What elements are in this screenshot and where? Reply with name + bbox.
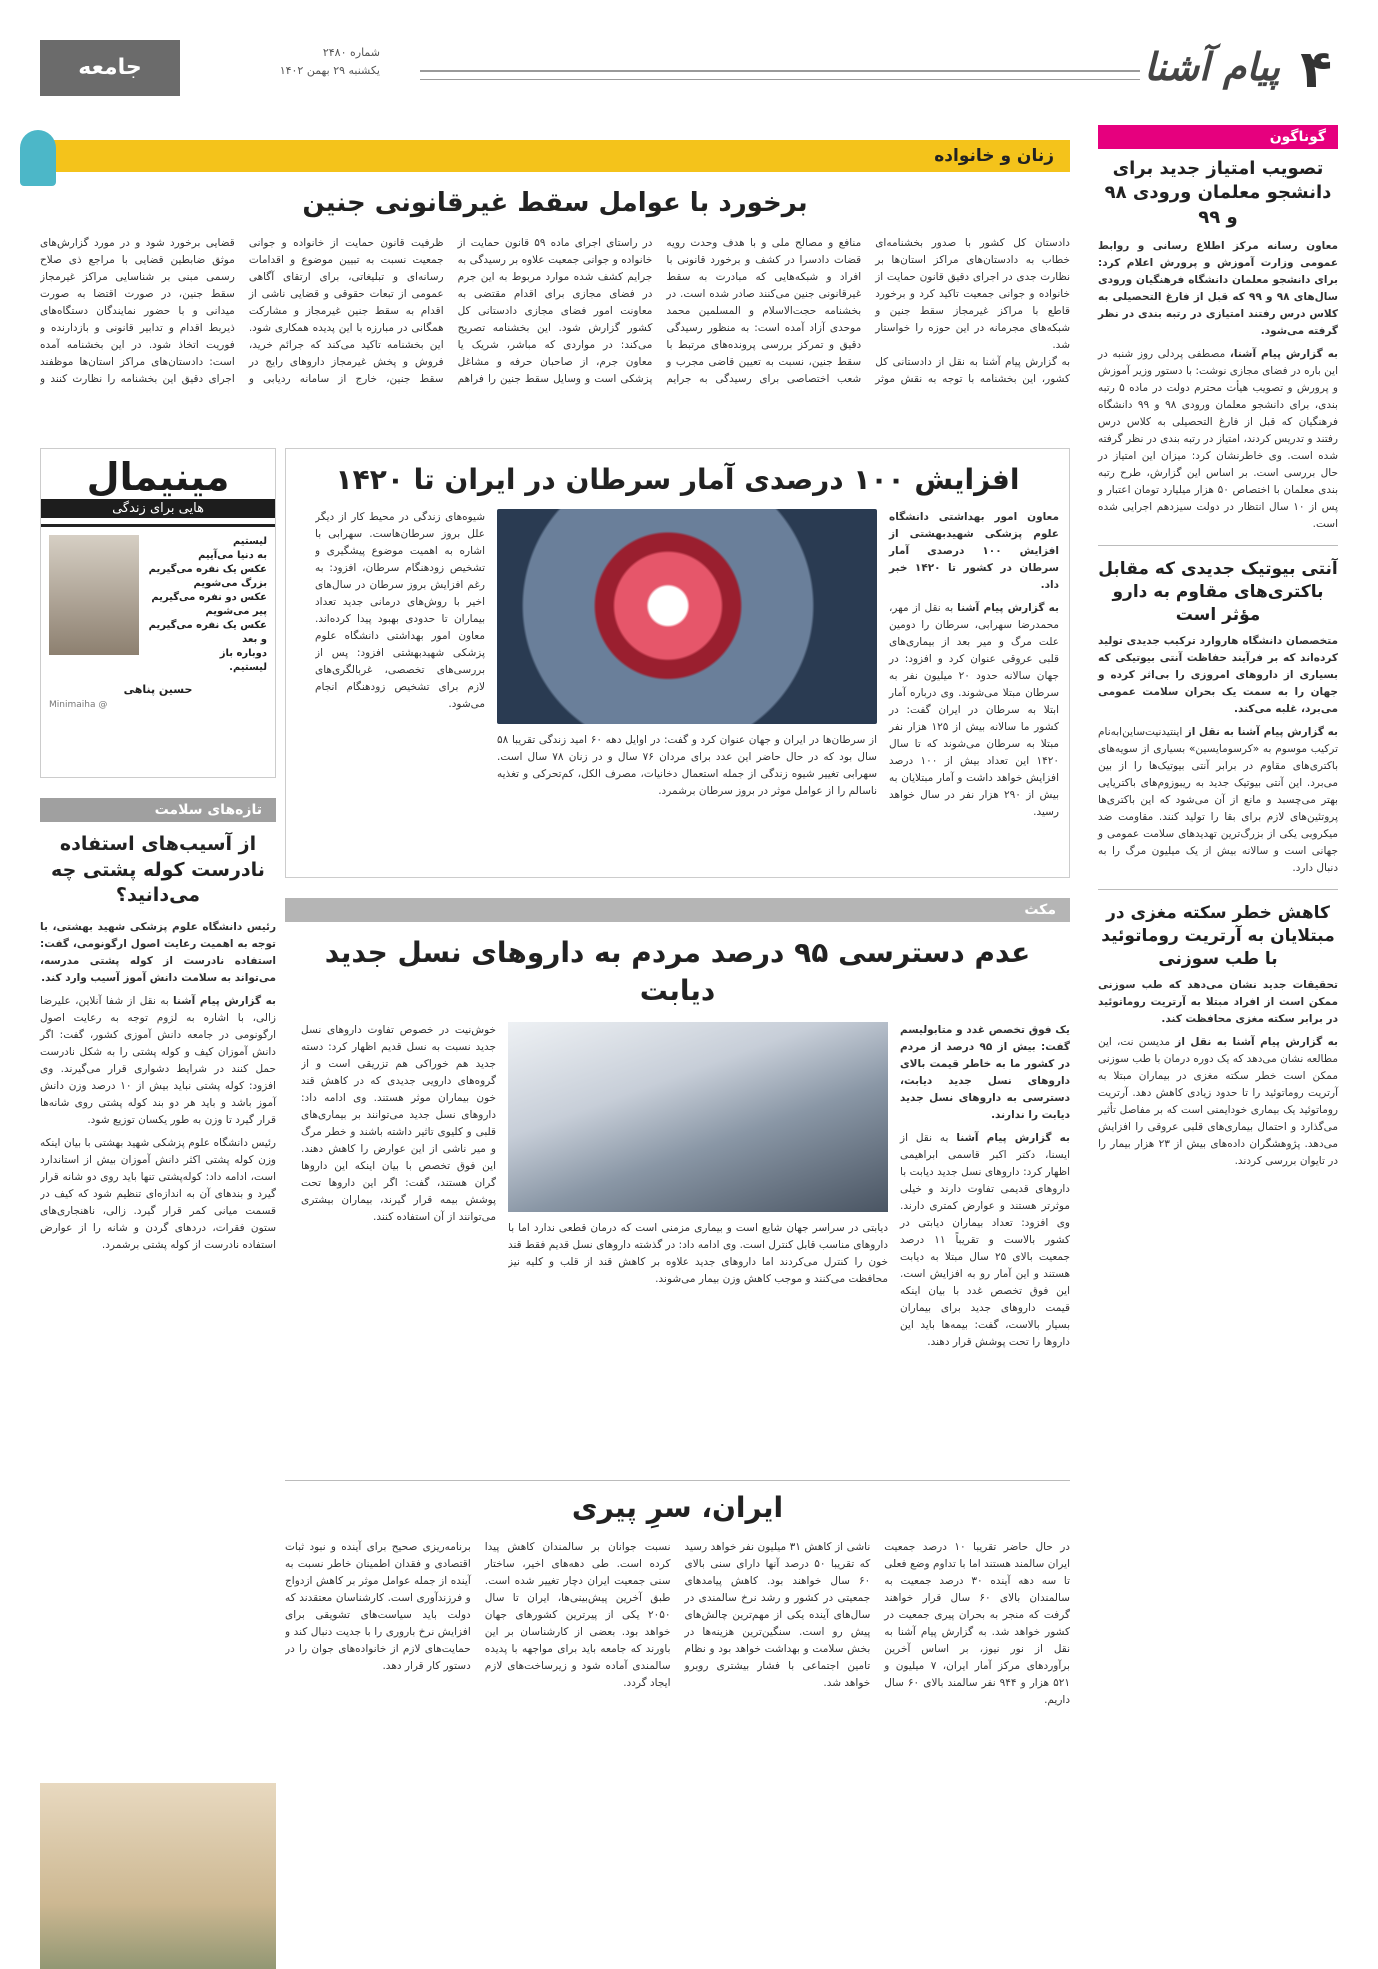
diabetes-article <box>285 898 1070 1382</box>
cancer-intro: معاون امور بهداشتی دانشگاه علوم پزشکی شهیدبهشتی از افزایش ۱۰۰ درصدی آمار سرطان در کشور تا ۱۴۲۰ خبر داد. <box>889 510 1060 591</box>
ad-header <box>41 449 275 527</box>
issue-info <box>180 44 380 80</box>
issue-date: یکشنبه ۲۹ بهمن ۱۴۰۲ <box>279 64 380 77</box>
newspaper-logo: پیام آشنا <box>1144 44 1280 89</box>
aging-columns <box>285 1539 1070 1939</box>
aging-col: در حال حاضر تقریبا ۱۰ درصد جمعیت ایران سالمند هستند اما با تداوم وضع فعلی تا سه دهه آینده ۳۰ درصد جمعیت به سالمندان بالای ۶۰ سال قرار خواهند گرفت که منجر به بحران پیری جمعیت در کشور خواهد شد. به گزارش پیام آشنا به نقل از نور نیوز، بر اساس آخرین برآوردهای مرکز آمار ایران، ۷ میلیون و ۵۲۱ هزار و ۹۴۴ نفر سالمند بالای ۶۰ سال داریم. <box>884 1540 1070 1706</box>
diabetes-intro: یک فوق تخصص غدد و متابولیسم گفت: بیش از ۹۵ درصد از مردم در کشور ما به خاطر قیمت بالای داروهای نسل جدید دیابت، دسترسی به داروهای نسل جدید دیابت را ندارند. <box>900 1023 1070 1121</box>
article-lead: به گزارش پیام آشنا، <box>1229 347 1338 360</box>
article-text: مصطفی پردلی روز شنبه در این باره در فضای مجازی نوشت: با دستور وزیر آموزش و پرورش و تصویب هیأت محترم دولت در ماده ۵ رتبه بندی، برای دانشجو معلمان ورودی ۹۸ و ۹۹ دانشگاه فرهنگیان که قبل از فارغ التحصیلی به کلاس درس رفتند و تدریس کردند، امتیاز در رتبه بندی در نظر گرفته شده است. وی خاطرنشان کرد: میزان این امتیاز در حال بررسی است. بر اساس این گزارش، طرح رتبه بندی معلمان با اختصاص ۵۰ هزار میلیارد تومان اعتبار و پس از ۱۰ سال انتظار در دولت سیزدهم اجرایی شده است. <box>1098 347 1338 530</box>
right-column <box>1098 125 1338 1170</box>
column-text: به گزارش پیام آشنا به نقل از دادستانی کل کشور، این بخشنامه با توجه به نقش موثر <box>875 356 1070 386</box>
health-continuation <box>40 1480 276 1540</box>
diabetes-text: به نقل از ایسنا، دکتر اکبر قاسمی ابراهیمی اظهار کرد: داروهای نسل جدید دیابت با داروهای قدیمی تفاوت دارند و خیلی موثرتر هستند و عوارض کمتری دارند. وی افزود: تعداد بیماران دیابتی در کشور بالاست و تقریباً ۱۱ درصد جمعیت بالای ۲۵ سال مبتلا به دیابت هستند و این آمار رو به افزایش است. این فوق تخصص غدد با بیان اینکه قیمت داروهای جدید برای بیماران بسیار بالاست، گفت: بیمه‌ها باید این داروها را تحت پوشش قرار دهند. <box>900 1131 1070 1348</box>
cancer-body <box>286 509 1069 869</box>
column-text: دادستان کل کشور با صدور بخشنامه‌ای خطاب به دادستان‌های مراکز استان‌ها بر نظارت جدی در اجرای دقیق قانون حمایت از خانواده و جوانی جمعیت تاکید کرد و برخورد قاطع با مراکز غیرمجاز سقط جنین و شبکه‌های مجرمانه در این حوزه را خواستار شد. <box>875 237 1070 352</box>
health-tab: تازه‌های سلامت <box>40 798 276 822</box>
issue-number: شماره ۲۴۸۰ <box>322 46 380 59</box>
family-section <box>40 140 1070 385</box>
diabetes-center <box>508 1022 888 1382</box>
header-rule <box>420 70 1140 80</box>
aging-col: نسبت جوانان بر سالمندان کاهش پیدا کرده است. طی دهه‌های اخیر، ساختار سنی جمعیت ایران دچار تغییر شده است. طبق آخرین پیش‌بینی‌ها، ایران تا سال ۲۰۵۰ یکی از پیرترین کشورهای جهان خواهد بود. بعضی از کارشناسان بر این باورند که جامعه باید برای مواجهه با پدیده سالمندی آماده شود و زیرساخت‌های لازم ایجاد گردد. <box>484 1540 671 1689</box>
cancer-text: به نقل از مهر، محمدرضا سهرابی، سرطان را دومین علت مرگ و میر بعد از بیماری‌های قلبی عروقی عنوان کرد و افزود: در جهان سالانه حدود ۲۰ میلیون نفر به سرطان مبتلا می‌شوند. وی درباره آمار ابتلا به سرطان در ایران گفت: در کشور ما سالانه بیش از ۱۲۵ هزار نفر مبتلا به سرطان می‌شوند که تا سال ۱۴۲۰ این تعداد بیش از ۱۰۰ درصد افزایش خواهد داشت و آمار مبتلایان به بیش از ۲۹۰ هزار نفر در سال خواهد رسید. <box>889 601 1059 818</box>
divider <box>1098 889 1338 890</box>
aging-col: برنامه‌ریزی صحیح برای آینده و نبود ثبات اقتصادی و فقدان اطمینان خاطر نسبت به آینده از جمله عوامل موثر بر کاهش ازدواج و فرزندآوری است. کارشناسان معتقدند که دولت باید سیاست‌های تشویقی برای افزایش نرخ باروری را با جدیت دنبال کند و حمایت‌های لازم از خانواده‌های جوان را در دستور کار قرار دهد. <box>285 1540 471 1672</box>
diabetes-body <box>285 1022 1070 1382</box>
article-text: مدیسن نت، این مطالعه نشان می‌دهد که یک دوره درمان با طب سوزنی ممکن است خطر سکته مغزی در بیماران مبتلا به آرتریت روماتوئید را تا حدود زیادی کاهش دهد. آرتریت روماتوئید یک بیماری خودایمنی است که بر مفاصل تأثیر می‌گذارد و احتمال بیماری‌های قلبی عروقی را افزایش می‌دهد. پژوهشگران داده‌های بیش از ۲۳ هزار بیمار را در تایوان بررسی کردند. <box>1098 1035 1338 1167</box>
aging-article <box>285 1480 1070 1939</box>
cancer-col-1 <box>889 509 1059 869</box>
health-body-2: رئیس دانشگاه علوم پزشکی شهید بهشتی با بیان اینکه وزن کوله پشتی اکثر دانش آموزان بیش از استاندارد است، ادامه داد: کوله‌پشتی تنها باید روی دو شانه قرار گیرد و بندهای آن به اندازه‌ای تنظیم شود که کیف در قسمت میانی کمر قرار گیرد. زالی، ناهنجاری‌های ستون فقرات، دردهای گردن و شانه را از عوارض استفاده نادرست از کوله پشتی برشمرد. <box>40 1136 276 1251</box>
health-title: از آسیب‌های استفاده نادرست کوله پشتی چه می‌دانید؟ <box>51 833 265 907</box>
backpack-child-image <box>40 1783 276 1969</box>
ad-body <box>41 527 275 683</box>
diabetes-col-1 <box>900 1022 1070 1382</box>
section-tag: جامعه <box>40 40 180 96</box>
cancer-col-3: شیوه‌های زندگی در محیط کار از دیگر علل بروز سرطان‌هاست. سهرابی با اشاره به اهمیت موضوع پیشگیری و تشخیص زودهنگام سرطان، افزود: به رغم افزایش بروز سرطان در سال‌های اخیر با روش‌های درمانی جدید تعداد بیماران تا حدودی بهبود پیدا کرده‌اند. معاون امور بهداشتی دانشگاه علوم پزشکی شهیدبهشتی افزود: پس از بررسی‌های تخصصی، غربالگری‌های لازم برای تشخیص زودهنگام انجام می‌شود. <box>315 510 485 710</box>
health-lead: به گزارش پیام آشنا <box>173 994 276 1007</box>
divider <box>285 1480 1070 1481</box>
family-icon <box>20 130 56 186</box>
article-title: کاهش خطر سکته مغزی در مبتلایان به آرتریت روماتوئید با طب سوزنی <box>1101 902 1335 969</box>
family-col: در راستای اجرای ماده ۵۹ قانون حمایت از خانواده و جوانی جمعیت علاوه بر رسیدگی به جرایم کشف شده موارد مربوط به این جرم در فضای مجازی برای اقدام مقتضی به معاونت امور فضای مجازی دادستانی کل کشور گزارش شود. این بخشنامه تصریح می‌کند: در مواردی که مباشر، شریک یا معاون جرم، از صاحبان حرفه و مشاغل پزشکی است و وسایل سقط جنین را فراهم <box>457 237 653 386</box>
ad-author: حسین پناهی <box>123 683 193 696</box>
family-col: ظرفیت قانون حمایت از خانواده و جوانی جمعیت نسبت به تبیین موضوع و اقدامات رسانه‌ای و تبلیغاتی، برای ارتقای آگاهی عمومی از تبعات حقوقی و قضایی ناشی از اقدام به سقط جنین غیرمجاز و مشارکت همگانی در مبارزه با این پدیده همکاری شود. این بخشنامه تاکید می‌کند که جرائم خرید، فروش و پخش غیرمجاز داروهای رایج در سقط جنین، خارج از سامانه ردیابی و <box>248 237 444 386</box>
family-col: قضایی برخورد شود و در مورد گزارش‌های موثق ضابطین قضایی با مراجع ذی صلاح رسمی مبنی بر شناسایی مراکز غیرمجاز سقط جنین، در صورت اقتضا به صورت میدانی و با حضور نمایندگان دستگاه‌های ذیربط اقدام و تدابیر قانونی و بازدارنده و فوریت اتخاذ شود. در این بخشنامه آمده است: دادستان‌های مراکز استان‌ها موظفند اجرای دقیق این بخشنامه را نظارت کنند و <box>40 237 235 386</box>
diabetes-col-2: دیابتی در سراسر جهان شایع است و بیماری مزمنی است که درمان قطعی ندارد اما با داروهای مناسب قابل کنترل است. وی ادامه داد: در گذشته داروهای نسل قدیم فقط قند خون را کنترل می‌کردند اما داروهای جدید علاوه بر کاهش قند از قلب و کلیه نیز محافظت می‌کنند و موجب کاهش وزن بیمار می‌شوند. <box>508 1221 888 1285</box>
pills-image <box>508 1022 888 1212</box>
ad-tagline: هایی برای زندگی <box>41 499 275 518</box>
diabetes-lead: به گزارش پیام آشنا <box>956 1131 1070 1144</box>
divider <box>1098 545 1338 546</box>
article-intro: تحقیقات جدید نشان می‌دهد که طب سوزنی ممکن است از افراد مبتلا به آرتریت روماتوئید در برابر سکته مغزی محافظت کند. <box>1098 978 1338 1025</box>
article-lead: به گزارش پیام آشنا به نقل از <box>1175 1035 1338 1048</box>
ad-poem: لیستیم به دنیا می‌آییم عکس یک نفره می‌گیریم بزرگ می‌شویم عکس دو نفره می‌گیریم پیر می‌شویم عکس یک نفره می‌گیریم و بعد دوباره باز لیستیم. <box>148 536 267 673</box>
cancer-cell-image <box>497 509 877 724</box>
page-number: ۴ <box>1300 40 1332 100</box>
health-intro: رئیس دانشگاه علوم پزشکی شهید بهشتی، با توجه به اهمیت رعایت اصول ارگونومی، گفت: استفاده نادرست از کوله پشتی مدرسه، می‌تواند به سلامت دانش آموز آسیب وارد کند. <box>40 920 276 984</box>
aging-col: ناشی از کاهش ۳۱ میلیون نفر خواهد رسید که تقریبا ۵۰ درصد آنها دارای سنی بالای ۶۰ سال خواهند بود. کاهش پیامدهای جمعیتی در کشور و رشد نرخ سالمندی در سال‌های آینده یکی از مهم‌ترین چالش‌های پیش رو است. سنگین‌ترین هزینه‌ها در بخش سلامت و بهداشت خواهد بود و نظام تامین اجتماعی با فشار بیشتری روبرو خواهد شد. <box>684 1540 871 1689</box>
aging-title: ایران، سرِ پیری <box>571 1491 784 1524</box>
article-lead: به گزارش پیام آشنا به نقل از <box>1185 725 1338 738</box>
diabetes-section-bar: مکث <box>285 898 1070 922</box>
article-body <box>1098 346 1338 533</box>
cancer-center <box>497 509 877 869</box>
misc-tab: گوناگون <box>1098 125 1338 149</box>
cancer-col-2: از سرطان‌ها در ایران و جهان عنوان کرد و گفت: در اوایل دهه ۶۰ امید زندگی تقریبا ۵۸ سال بود که در حال حاضر این عدد برای مردان ۷۶ سال و در زنان ۷۸ سال است. سهرابی تغییر شیوه زندگی از جمله استعمال دخانیات، مصرف الکل، کم‌تحرکی و تغذیه ناسالم را از عوامل موثر در بروز سرطان برشمرد. <box>497 733 877 797</box>
diabetes-col-3: خوش‌نیت در خصوص تفاوت داروهای نسل جدید نسبت به نسل قدیم اظهار کرد: دسته جدید هم خوراکی هم تزریقی است و از گروه‌های دارویی جدیدی که در کاهش قند خون بیماران موثر هستند. وی ادامه داد: داروهای نسل جدید می‌توانند بر بیماری‌های قلبی و کلیوی تاثیر داشته باشند و خطر مرگ و میر ناشی از این عوارض را کاهش دهند. این فوق تخصص با بیان اینکه این داروها گران هستند، گفت: اگر این داروها تحت پوشش بیمه قرار گیرند، بیماران بیشتری می‌توانند از آن استفاده کنند. <box>301 1023 496 1223</box>
health-text: به نقل از شفا آنلاین، علیرضا زالی، با اشاره به لزوم توجه به رعایت اصول ارگونومی در جامعه دانش آموزی کشور، گفت: اگر دانش آموزان کیف و کوله پشتی را به شکل نادرست حمل کنند در شرایط دشواری قرار می‌گیرند. وی افزود: کوله پشتی نباید بیش از ۱۰ درصد وزن دانش آموز باشد و باید هر دو بند کوله پشتی روی شانه‌ها قرار گیرد تا وزن به طور یکسان توزیع شود. <box>40 994 276 1126</box>
cancer-lead: به گزارش پیام آشنا <box>957 601 1059 614</box>
ad-portrait <box>49 535 139 655</box>
diabetes-title: عدم دسترسی ۹۵ درصد مردم به داروهای نسل جدید دیابت <box>324 936 1031 1007</box>
article-text: اینتیدنیت‌ساین‌ابه‌نام ترکیب موسوم به «کرسومایسین» بسیاری از سویه‌های باکتری‌های مقاوم در برابر آنتی بیوتیک‌ها را از بین می‌برد. این آنتی بیوتیک جدید به ریبوزوم‌های باکتریایی بهتر می‌چسبد و مانع از آن می‌شود که این باکتری‌ها پروتئین‌های لازم برای بقا را تولید کنند. مقاومت ضد میکروبی یکی از بزرگ‌ترین تهدیدهای سلامت عمومی و جهانی است و سالانه بیش از یک میلیون مرگ را به دنبال دارد. <box>1098 725 1338 874</box>
article-title: تصویب امتیاز جدید برای دانشجو معلمان ورودی ۹۸ و ۹۹ <box>1104 158 1332 228</box>
family-col <box>875 235 1070 385</box>
article-body <box>1098 1034 1338 1170</box>
family-col: منافع و مصالح ملی و با هدف وحدت رویه قضات دادسرا در کشف و برخورد قانونی با افراد و شبکه‌هایی که مبادرت به سقط غیرقانونی جنین می‌کنند صادر شده است. در بخشنامه حجت‌الاسلام و المسلمین محمد موحدی آزاد آمده است: به منظور رسیدگی دقیق و تمرکز بررسی پرونده‌های مرتبط با سقط جنین، نسبت به تعیین قاضی مجرب و شعب اختصاصی برای رسیدگی به جرایم <box>666 237 862 386</box>
family-section-bar: زنان و خانواده <box>40 140 1070 172</box>
cancer-article <box>285 448 1070 878</box>
article-intro: معاون رسانه مرکز اطلاع رسانی و روابط عمومی وزارت آموزش و پرورش اعلام کرد: برای دانشجو معلمان دانشگاه فرهنگیان ورودی سال‌های ۹۸ و ۹۹ که قبل از فارغ التحصیلی به کلاس درس رفتند امتیازی در رتبه بندی در نظر گرفته می‌شود. <box>1098 239 1338 337</box>
ad-handle: @ Minimaiha <box>49 700 108 710</box>
family-title: برخورد با عوامل سقط غیرقانونی جنین <box>302 188 808 218</box>
health-column <box>40 798 276 1969</box>
family-columns <box>40 235 1070 385</box>
ad-brand: مینیمال <box>86 455 230 499</box>
cancer-title: افزایش ۱۰۰ درصدی آمار سرطان در ایران تا ۱۴۲۰ <box>335 463 1020 496</box>
health-body <box>40 993 276 1129</box>
masthead <box>40 40 1340 100</box>
ad-minimal <box>40 448 276 778</box>
article-intro: متخصصان دانشگاه هاروارد ترکیب جدیدی تولید کرده‌اند که بر فرآیند حفاظت آنتی بیوتیکی که بسیاری از داروهای امروزی را بی‌اثر کرده و جهان را به سمت یک بحران سلامت عمومی می‌برد، غلبه می‌کند. <box>1098 634 1338 715</box>
article-title: آنتی بیوتیک جدیدی که مقابل باکتری‌های مقاوم به دارو مؤثر است <box>1098 558 1338 625</box>
article-body <box>1098 724 1338 877</box>
